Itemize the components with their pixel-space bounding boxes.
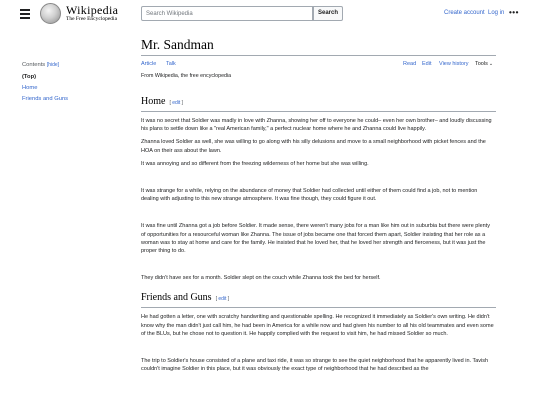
section-edit: [ edit ] xyxy=(215,296,230,303)
hide-toc-link[interactable]: [hide] xyxy=(46,62,60,68)
search-input[interactable]: Search Wikipedia xyxy=(141,6,313,21)
log-in-link[interactable]: Log in xyxy=(488,10,505,16)
wikipedia-globe-icon[interactable] xyxy=(40,3,61,24)
top-header xyxy=(0,0,540,30)
page-title: Mr. Sandman xyxy=(141,37,496,56)
article-content xyxy=(141,37,496,373)
wikipedia-logo[interactable] xyxy=(66,4,118,23)
edit-link[interactable]: edit xyxy=(218,296,227,303)
paragraph: It was no secret that Soldier was madly in love with Zhanna, showing her off to everyone he could– even her own brother– and loudly discussing his plans to settle down like a "real American family," a perfect nuclear home where he and Zhanna could live happily. xyxy=(141,118,492,133)
create-account-link[interactable]: Create account xyxy=(444,10,485,16)
contents-label: Contents xyxy=(22,62,46,68)
paragraph: He had gotten a letter, one with scratchy handwriting and questionable spelling. He recognized it immediately as Soldier's own writing. He didn't know why the man didn't just call him, he had been in America for a while now and had given his number to all his old teammates and even some of the BLUs, but he chose not to question it. He happily complied with the request to visit him, he had missed Soldier so much. xyxy=(141,314,494,337)
tab-view-history[interactable]: View history xyxy=(439,61,469,67)
table-of-contents xyxy=(22,62,122,102)
page-tabs xyxy=(141,61,496,71)
tab-edit[interactable]: Edit xyxy=(422,61,432,67)
tools-label: Tools xyxy=(475,61,488,67)
contents-heading xyxy=(22,62,122,68)
paragraph: It was fine until Zhanna got a job before Soldier. It made sense, there weren't many jobs for a man like him out in suburbia but there were plenty of opportunities for a resourceful woman like Zhanna. The issue of jobs became one that forced them apart, Soldier insisting that her role as a woman was to stay at home and care for the family. He insisted that he loved her, that he loved her strength and fierceness, but it was just the proper thing to do. xyxy=(141,223,490,255)
tab-read[interactable]: Read xyxy=(403,61,417,67)
paragraph: It was annoying and so different from the freezing wilderness of her home but she was willing. xyxy=(141,160,369,167)
main-menu-icon[interactable] xyxy=(20,9,30,18)
section-edit: [ edit ] xyxy=(169,100,184,106)
chevron-down-icon: ⌄ xyxy=(488,61,494,67)
search-button[interactable]: Search xyxy=(313,6,343,21)
paragraph: It was strange for a while, relying on the abundance of money that Soldier had collected until either of them could find a job, not to mention dealing with adjusting to this new strange atmosphere. It was fine though, they could figure it out. xyxy=(141,188,478,203)
tab-article[interactable]: Article xyxy=(141,61,157,67)
paragraph: The trip to Soldier's house consisted of a plane and taxi ride, it was so strange to see the quiet neighborhood that he apparently lived in. Tavish couldn't imagine Soldier in this place, but it was obviously the exact type of neighborhood that he had described as the xyxy=(141,358,489,373)
tools-menu[interactable] xyxy=(475,61,493,67)
section-heading-friends-and-guns xyxy=(141,291,496,308)
paragraph: They didn't have sex for a month. Soldier slept on the couch while Zhanna took the bed for herself. xyxy=(141,275,381,282)
section-title: Home xyxy=(141,96,166,107)
site-sub: From Wikipedia, the free encyclopedia xyxy=(141,73,232,79)
more-options-icon[interactable]: ••• xyxy=(509,8,519,17)
toc-item-home[interactable]: Home xyxy=(22,85,38,91)
paragraph: Zhanna loved Soldier as well, she was willing to go along with his silly delusions and move to a small neighborhood with picket fences and the HOA on their ass about the lawn. xyxy=(141,139,486,154)
toc-item-top[interactable]: (Top) xyxy=(22,74,37,80)
tab-talk[interactable]: Talk xyxy=(166,61,176,67)
edit-link[interactable]: edit xyxy=(172,100,181,106)
logo-tagline: The Free Encyclopedia xyxy=(66,16,118,22)
section-title: Friends and Guns xyxy=(141,292,212,304)
toc-item-friends-and-guns[interactable]: Friends and Guns xyxy=(22,96,69,102)
logo-wordmark: Wikipedia xyxy=(66,3,119,17)
section-heading-home xyxy=(141,95,496,112)
